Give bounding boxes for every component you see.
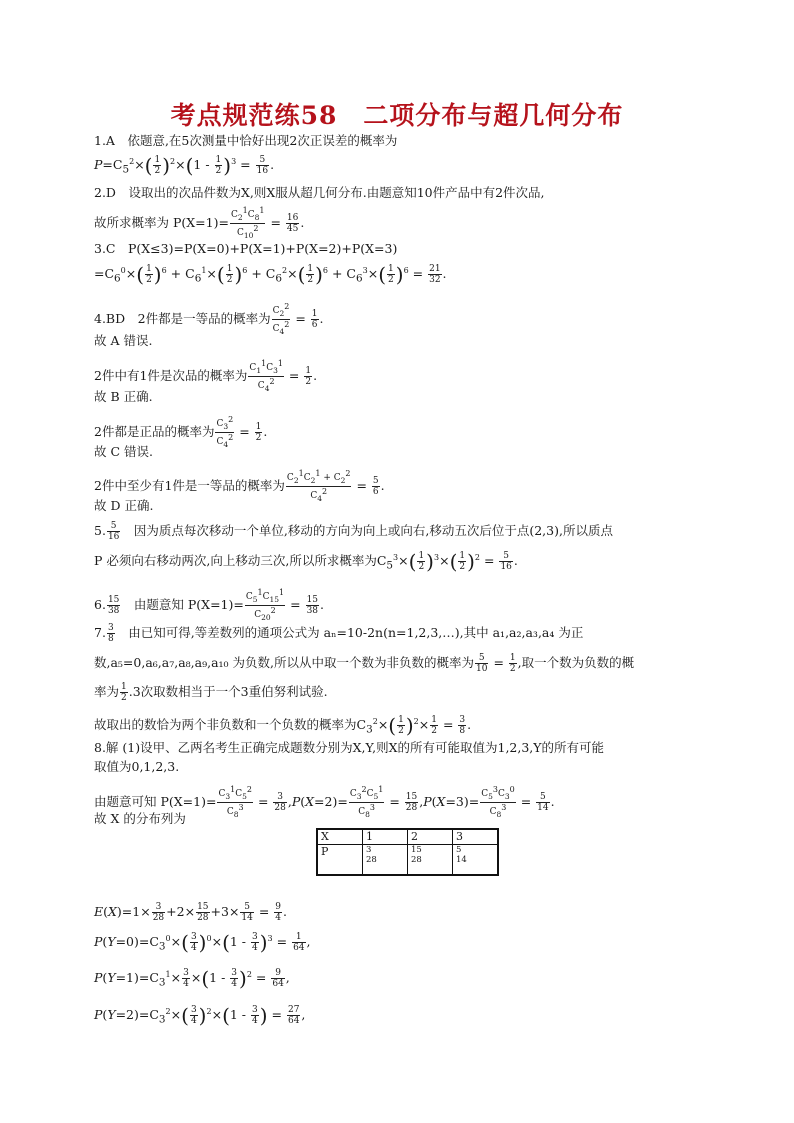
table-header-cell: 1: [363, 829, 408, 845]
distribution-table: [316, 828, 499, 876]
answer-4c: 故 B 正确.: [94, 389, 153, 404]
answer-4g: 故 D 正确.: [94, 498, 154, 513]
answer-8b: 取值为0,1,2,3.: [94, 759, 180, 774]
answer-6: 6. $\frac{15}{38}$ 由题意知 P(X=1)= $\frac{C_5^1C_{15}^1}{C_{20}^2}$ = $\frac{15}{38}$ .: [94, 588, 324, 622]
answer-4f: 2件中至少有1件是一等品的概率为 $\frac{C_2^1C_2^1 + C_2^2}{C_4^2}$ = $\frac{5}{6}$ .: [94, 469, 385, 503]
table-header-cell: 3: [453, 829, 499, 845]
table-cell: 15 28: [408, 845, 453, 875]
answer-7b: 数,a₅=0,a₆,a₇,a₈,a₉,a₁₀ 为负数,所以从中取一个数为非负数的概率为 $\frac{5}{10}$ = $\frac{1}{2}$ ,取一个数为负数的概: [94, 653, 635, 674]
answer-7c: 率为 $\frac{1}{2}$ .3次取数相当于一个3重伯努利试验.: [94, 682, 328, 703]
answer-8d: 故 X 的分布列为: [94, 811, 186, 826]
answer-4e: 故 C 错误.: [94, 444, 153, 459]
answer-5b: P 必须向右移动两次,向上移动三次,所以所求概率为$C_5^3\times$( $\frac{1}{2}$ )$^3$×( $\frac{1}{2}$ )$^2$ = $\frac{5}{16}$ .: [94, 549, 518, 574]
answer-3: 3.C P(X≤3)=P(X=0)+P(X=1)+P(X=2)+P(X=3): [94, 241, 398, 256]
answer-8: 8.解 (1)设甲、乙两名考生正确完成题数分别为X,Y,则X的所有可能取值为1,2,3,Y的所有可能: [94, 740, 605, 755]
formula-1: $P=C_5^2\times$( $\frac{1}{2}$ )$^2$×(1 - $\frac{1}{2}$ )$^3$ = $\frac{5}{16}$ .: [94, 153, 275, 178]
answer-7d: 故取出的数恰为两个非负数和一个负数的概率为$C_3^2\times$( $\frac{1}{2}$ )$^2$× $\frac{1}{2}$ = $\frac{3}{8}$ .: [94, 713, 472, 738]
answer-8c: 由题意可知 P(X=1)= $\frac{C_3^1C_5^2}{C_8^3}$ = $\frac{3}{28}$ ,P(X=2)= $\frac{C_3^2C_5^1}{C_8^3}$ = $\frac{15}{28}$ ,P(X=3)= $\frac{C_5^3C_3^0}{C_8^3}$ = $\frac{5}{14}$ .: [94, 785, 555, 819]
answer-4: 4.BD 2件都是一等品的概率为 $\frac{C_2^2}{C_4^2}$ = $\frac{1}{6}$ .: [94, 302, 324, 336]
page-title: 考点规范练58 二项分布与超几何分布: [170, 101, 624, 130]
table-header-cell: X: [317, 829, 363, 845]
answer-4b: 2件中有1件是次品的概率为 $\frac{C_1^1C_3^1}{C_4^2}$ = $\frac{1}{2}$ .: [94, 359, 318, 393]
expectation: E(X)=1× $\frac{3}{28}$ +2× $\frac{15}{28}$ +3× $\frac{5}{14}$ = $\frac{9}{4}$ .: [94, 902, 288, 923]
formula-3: $=C_6^0\times$( $\frac{1}{2}$ )$^6 + C_6^1\times$( $\frac{1}{2}$ )$^6 + C_6^2\times$( $\frac{1}{2}$ )$^6 + C_6^3\times$( $\frac{1}{2}$ )$^6$ = $\frac{21}{32}$ .: [94, 262, 447, 287]
answer-1: 1.A 依题意,在5次测量中恰好出现2次正误差的概率为: [94, 133, 398, 148]
prob-y0: $P(Y=0)=C_3^0\times$( $\frac{3}{4}$ )$^0$×(1 - $\frac{3}{4}$ )$^3$ = $\frac{1}{64}$ ,: [94, 930, 311, 955]
table-cell: 3 28: [363, 845, 408, 875]
prob-y1: $P(Y=1)=C_3^1\times$ $\frac{3}{4}$ ×(1 - $\frac{3}{4}$ )$^2$ = $\frac{9}{64}$ ,: [94, 966, 290, 991]
table-row-label: P: [317, 845, 363, 875]
answer-5: 5. $\frac{5}{16}$ 因为质点每次移动一个单位,移动的方向为向上或向右,移动五次后位于点(2,3),所以质点: [94, 521, 613, 542]
table-header-cell: 2: [408, 829, 453, 845]
answer-2: 2.D 设取出的次品件数为X,则X服从超几何分布.由题意知10件产品中有2件次品,: [94, 185, 545, 200]
table-cell: 5 14: [453, 845, 499, 875]
answer-7: 7. $\frac{3}{8}$ 由已知可得,等差数列的通项公式为 aₙ=10-2n(n=1,2,3,…),其中 a₁,a₂,a₃,a₄ 为正: [94, 623, 584, 644]
answer-4a: 故 A 错误.: [94, 333, 153, 348]
prob-y2: $P(Y=2)=C_3^2\times$( $\frac{3}{4}$ )$^2$×(1 - $\frac{3}{4}$ ) = $\frac{27}{64}$ ,: [94, 1003, 306, 1028]
answer-4d: 2件都是正品的概率为 $\frac{C_3^2}{C_4^2}$ = $\frac{1}{2}$ .: [94, 415, 268, 449]
formula-2: 故所求概率为 P(X=1)= $\frac{C_2^1C_8^1}{C_{10}^2}$ = $\frac{16}{45}$ .: [94, 206, 305, 240]
